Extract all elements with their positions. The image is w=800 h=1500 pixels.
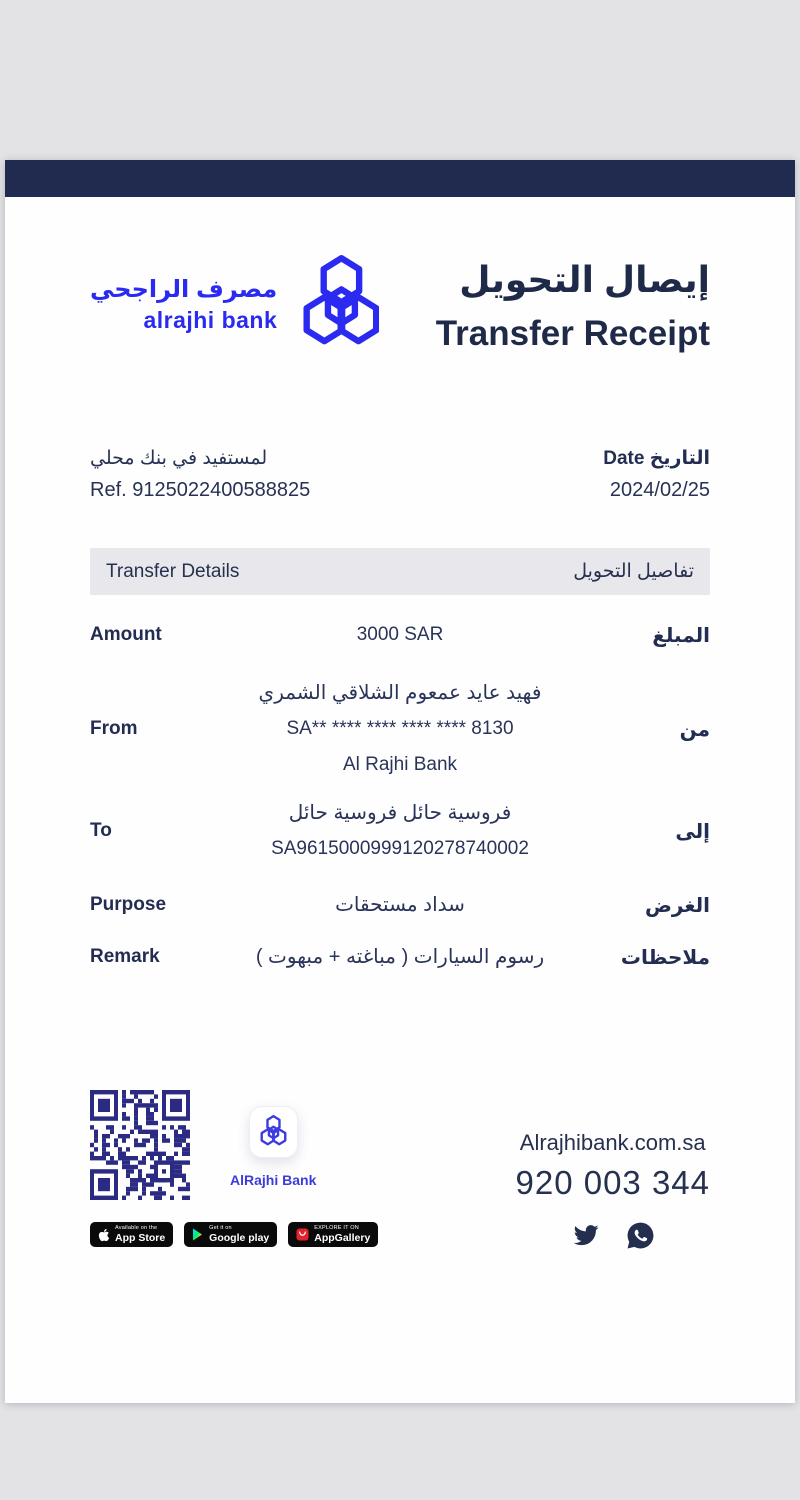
purpose-label-ar: الغرض	[645, 894, 710, 917]
badge-subtext: EXPLORE IT ON	[314, 1225, 359, 1232]
from-row	[90, 675, 710, 783]
amount-label-en: Amount	[90, 624, 162, 645]
transfer-details-header	[90, 548, 710, 595]
purpose-label-en: Purpose	[90, 894, 167, 915]
whatsapp-icon[interactable]	[627, 1222, 654, 1249]
appgallery-badge[interactable]	[288, 1222, 378, 1247]
twitter-icon[interactable]	[572, 1222, 599, 1249]
badge-subtext: Get it on	[209, 1225, 232, 1232]
alrajhi-app-icon	[249, 1106, 298, 1158]
details-title-english: Transfer Details	[106, 560, 240, 582]
badge-store-name: App Store	[115, 1231, 166, 1244]
receipt-title-arabic: إيصال التحويل	[459, 258, 710, 300]
alrajhi-logo-icon	[301, 241, 379, 369]
receipt-header	[5, 241, 795, 369]
reference-number: Ref. 9125022400588825	[90, 479, 311, 501]
details-title-arabic: تفاصيل التحويل	[573, 561, 694, 582]
alrajhi-brand	[90, 241, 379, 369]
from-bank-name: Al Rajhi Bank	[342, 754, 458, 775]
store-badges	[90, 1222, 378, 1247]
to-beneficiary-name: فروسية حائل فروسية حائل	[288, 802, 512, 824]
app-name-label: AlRajhi Bank	[230, 1172, 317, 1188]
to-row	[90, 795, 710, 867]
amount-label-ar: المبلغ	[652, 624, 710, 647]
from-label-en: From	[90, 718, 138, 739]
brand-wordmark	[90, 276, 277, 333]
remark-row	[90, 939, 710, 975]
google-play-icon	[192, 1228, 204, 1241]
date-label-english: Date	[603, 448, 645, 469]
date-label-arabic: التاريخ	[649, 448, 710, 469]
contact-block	[515, 1090, 710, 1249]
date-label	[597, 447, 710, 470]
qr-code	[90, 1090, 190, 1200]
receipt-title-block	[436, 257, 710, 354]
google-play-badge[interactable]	[184, 1222, 277, 1247]
app-store-badge[interactable]	[90, 1222, 173, 1247]
remark-label-en: Remark	[90, 946, 160, 967]
card-top-bar	[5, 160, 795, 197]
purpose-row	[90, 887, 710, 923]
beneficiary-note: لمستفيد في بنك محلي	[90, 448, 268, 469]
website-url: Alrajhibank.com.sa	[519, 1130, 706, 1155]
to-label-en: To	[90, 820, 112, 841]
brand-name-english: alrajhi bank	[143, 307, 278, 334]
badge-subtext: Available on the	[115, 1225, 158, 1232]
from-account-iban: SA** **** **** **** **** 8130	[286, 718, 514, 739]
from-account-name: فهيد عايد عمعوم الشلاقي الشمري	[258, 682, 542, 704]
app-promo	[230, 1106, 316, 1188]
badge-store-name: Google play	[209, 1231, 270, 1244]
receipt-footer	[90, 1090, 710, 1249]
badge-store-name: AppGallery	[314, 1231, 371, 1244]
phone-number: 920 003 344	[515, 1164, 710, 1201]
to-label-ar: إلى	[675, 820, 710, 843]
date-value: 2024/02/25	[609, 479, 710, 501]
remark-value: رسوم السيارات ( مباغته + مبهوت )	[255, 946, 545, 968]
amount-row	[90, 617, 710, 653]
apple-icon	[98, 1228, 110, 1242]
meta-row	[5, 447, 795, 502]
appgallery-icon	[296, 1228, 309, 1241]
remark-label-ar: ملاحظات	[620, 946, 710, 969]
receipt-title-english: Transfer Receipt	[435, 313, 710, 353]
to-beneficiary-iban: SA9615000999120278740002	[271, 838, 529, 859]
from-label-ar: من	[679, 718, 710, 741]
purpose-value: سداد مستحقات	[335, 894, 465, 916]
brand-name-arabic: مصرف الراجحي	[90, 276, 278, 304]
amount-value: 3000 SAR	[356, 624, 444, 645]
transfer-receipt-card	[5, 160, 795, 1403]
